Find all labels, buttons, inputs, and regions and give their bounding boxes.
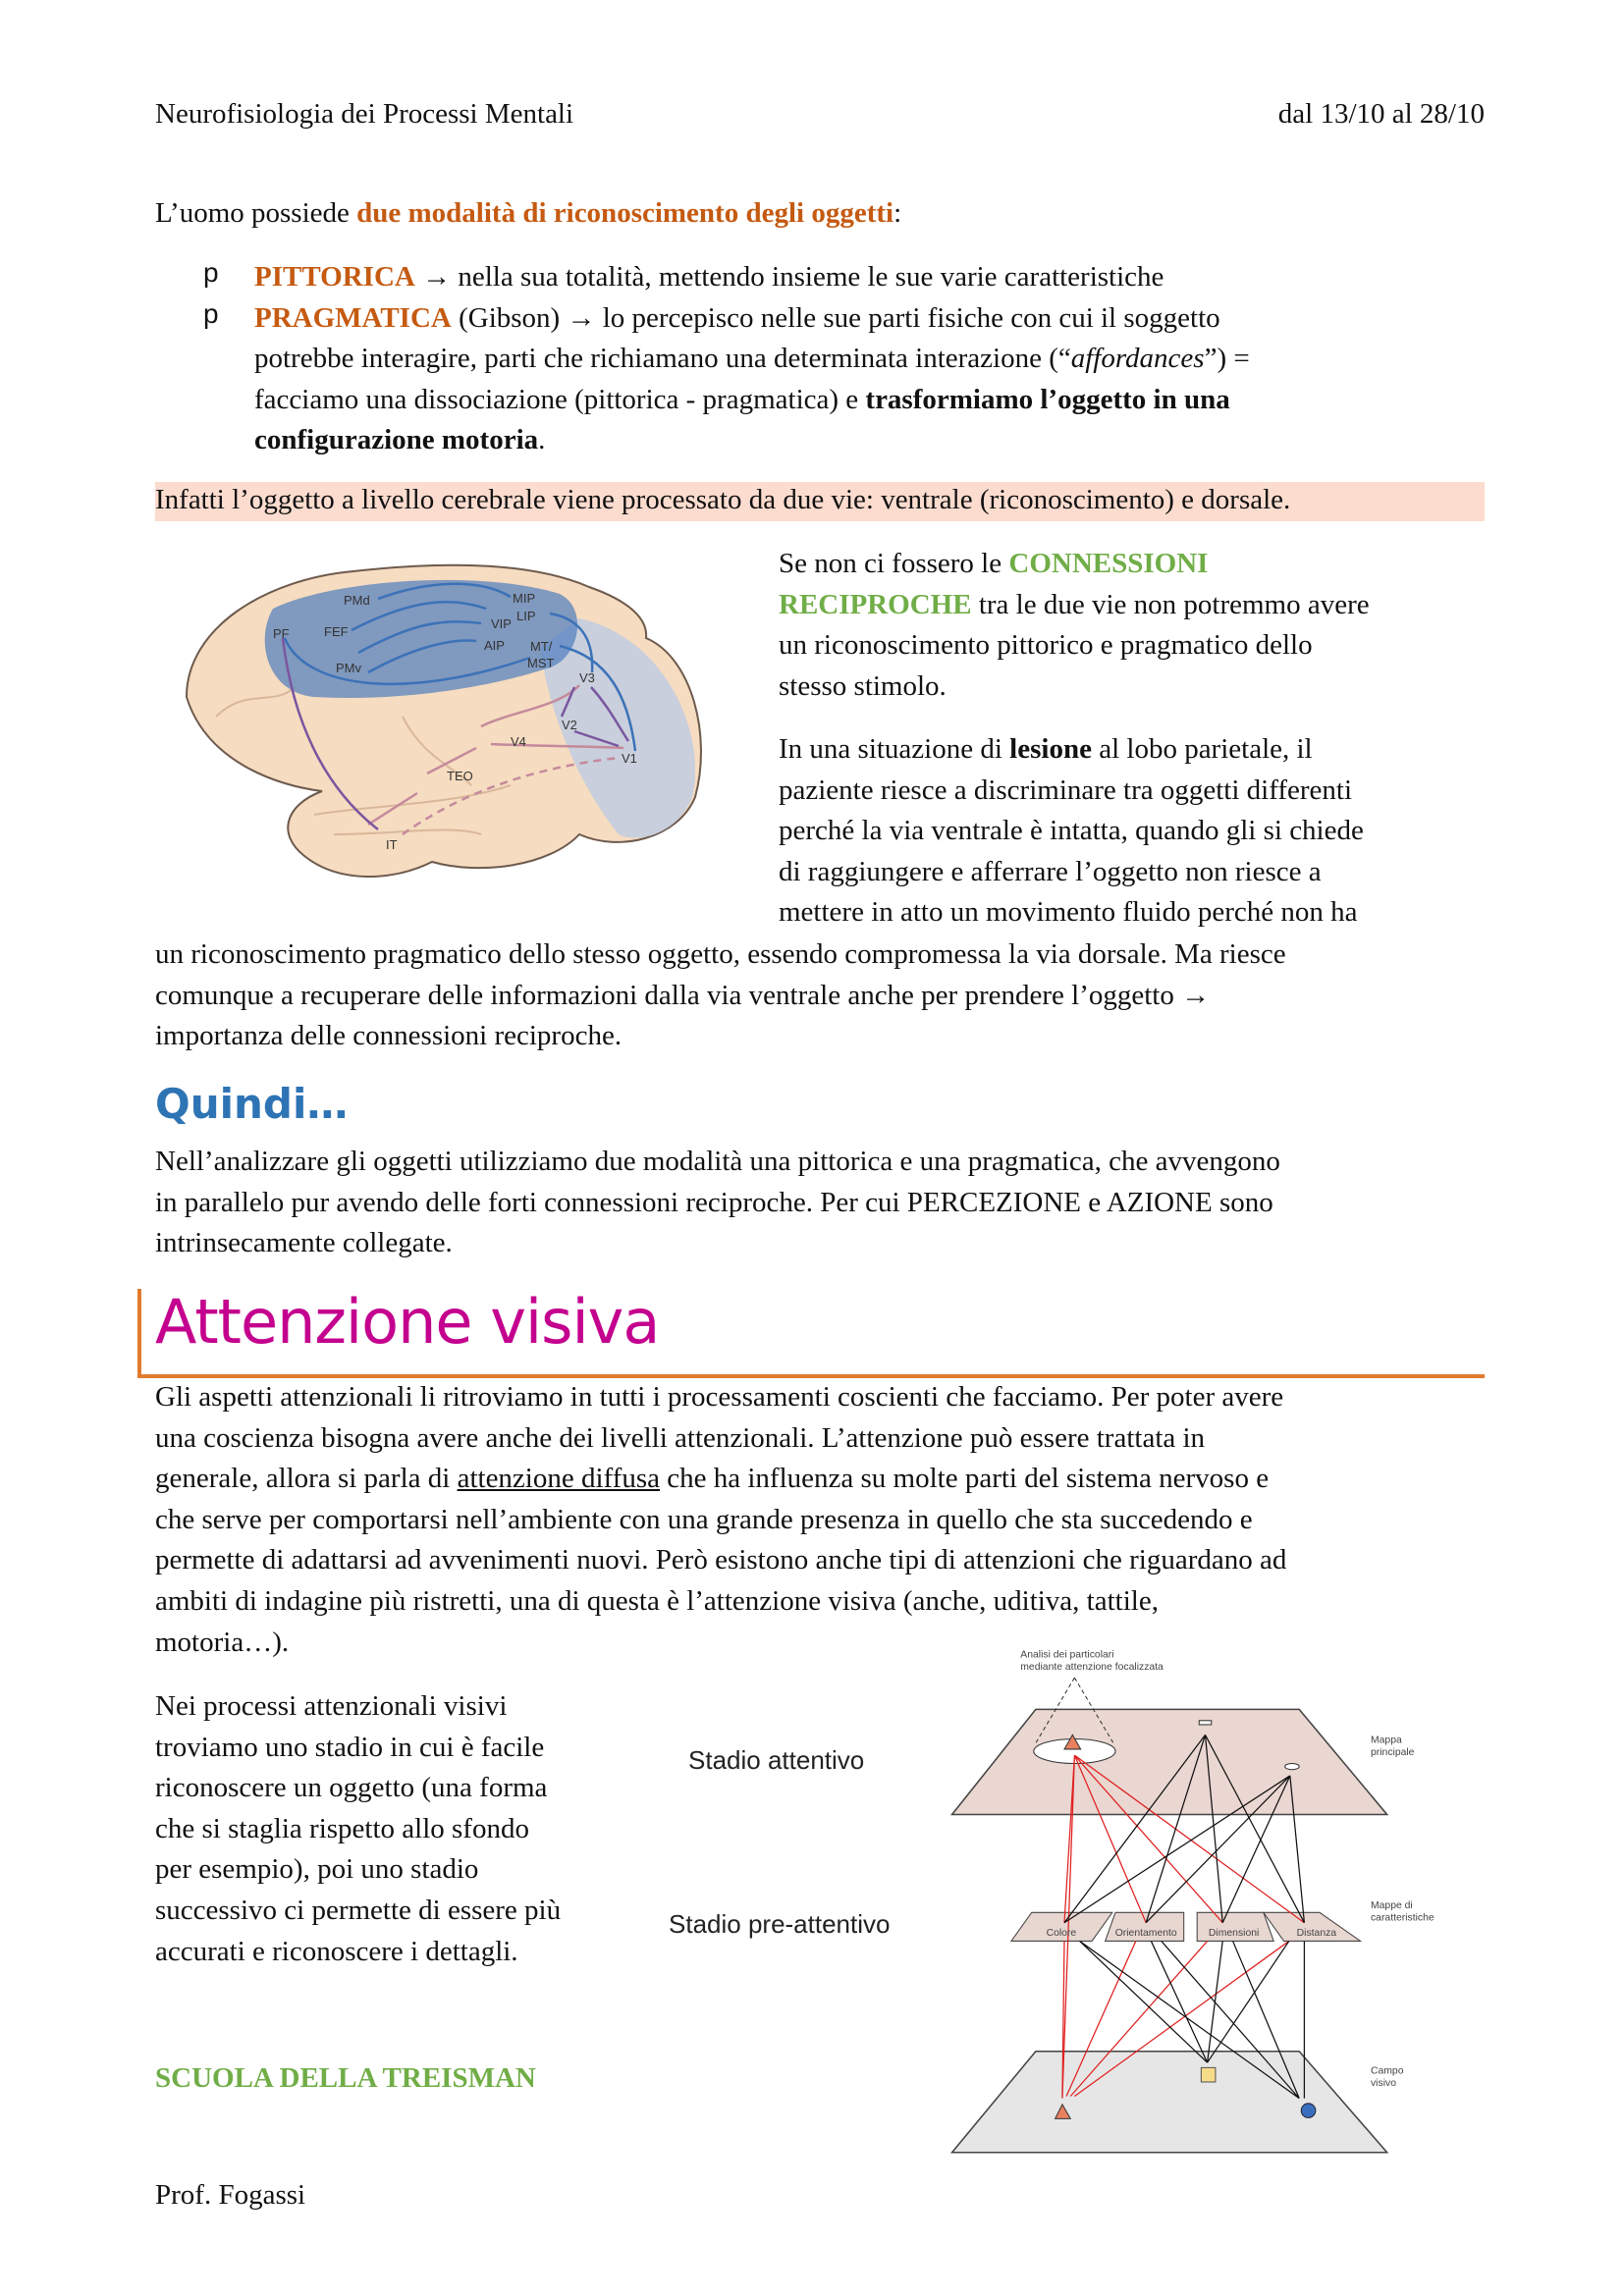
text-segment: (Gibson) → lo percepisco nelle sue parti fisiche con cui il soggetto <box>451 301 1220 334</box>
bullet-list <box>254 257 1250 461</box>
brain-label: V1 <box>622 751 637 766</box>
text-line <box>155 1016 1286 1057</box>
text-segment: potrebbe interagire, parti che richiamano una determinata interazione (“ <box>254 343 1071 375</box>
header-dates: dal 13/10 al 28/10 <box>1277 98 1485 130</box>
text-segment: Infatti l’oggetto a livello cerebrale viene processato da due vie: ventrale (riconoscimento) e dorsale. <box>155 484 1291 515</box>
text-line <box>155 1849 561 1891</box>
text-line <box>155 1223 1280 1264</box>
text-segment: paziente riesce a discriminare tra oggetti differenti <box>779 774 1353 806</box>
text-segment: SCUOLA DELLA TREISMAN <box>155 2062 536 2094</box>
text-line <box>779 625 1370 667</box>
text-segment: CONNESSIONI <box>1008 548 1209 579</box>
text-line <box>254 339 1250 380</box>
text-segment: ambiti di indagine più ristretti, una di questa è l’attenzione visiva (anche, uditiva, tattile, <box>155 1584 1159 1617</box>
text-segment: Gli aspetti attenzionali li ritroviamo in tutti i processamenti coscienti che facciamo. Per poter avere <box>155 1381 1284 1413</box>
text-segment: di raggiungere e afferrare l’oggetto non riesce a <box>779 855 1322 887</box>
text-segment: un riconoscimento pragmatico dello stesso oggetto, essendo compromessa la via dorsale. Ma riesce <box>155 938 1286 970</box>
text-segment: stesso stimolo. <box>779 669 947 702</box>
brain-label: V2 <box>562 718 577 732</box>
map-label: caratteristiche <box>1371 1912 1435 1924</box>
header-title: Neurofisiologia dei Processi Mentali <box>155 98 574 130</box>
map-label: principale <box>1371 1747 1415 1759</box>
text-line <box>155 1891 561 1932</box>
text-line <box>779 811 1364 852</box>
text-segment: un riconoscimento pittorico e pragmatico dello <box>779 629 1313 662</box>
intro-paragraph <box>155 193 901 235</box>
brain-label: PF <box>273 626 290 641</box>
text-line <box>155 1728 561 1769</box>
circle-object <box>1301 2104 1316 2118</box>
text-segment: → nella sua totalità, mettendo insieme le sue varie caratteristiche <box>414 261 1164 293</box>
highlight-paragraph <box>155 480 1290 521</box>
connections-paragraph <box>779 544 1370 707</box>
text-line <box>155 2058 536 2100</box>
text-line <box>155 976 1286 1017</box>
text-segment: per esempio), poi uno stadio <box>155 1853 479 1886</box>
map-label: visivo <box>1371 2078 1396 2090</box>
text-line <box>779 667 1370 708</box>
brain-label: MST <box>527 656 555 670</box>
map-label: Campo <box>1371 2065 1404 2077</box>
text-line <box>155 1459 1286 1500</box>
brain-pathways-figure <box>157 540 746 913</box>
stage-attentive-label: Stadio attentivo <box>688 1745 865 1775</box>
text-segment: In una situazione di <box>779 733 1010 765</box>
text-segment: facciamo una dissociazione (pittorica - pragmatica) e <box>254 383 866 415</box>
text-line <box>779 544 1370 585</box>
brain-label: MT/ <box>530 639 553 654</box>
text-line <box>155 1183 1280 1224</box>
text-line <box>254 257 1250 298</box>
feature-label: Colore <box>1046 1928 1077 1940</box>
bullet-icon: p <box>203 298 219 329</box>
text-line <box>155 1809 561 1850</box>
heading-accent-bar <box>137 1289 141 1377</box>
main-map-plane <box>952 1709 1387 1814</box>
brain-label: TEO <box>447 769 473 783</box>
treisman-school-label <box>155 2058 536 2100</box>
text-line <box>254 420 1250 461</box>
brain-label: VIP <box>491 616 512 631</box>
attenzione-paragraph <box>155 1377 1286 1663</box>
text-line <box>254 298 1250 340</box>
text-segment: generale, allora si parla di <box>155 1463 458 1495</box>
visual-field-plane <box>952 2052 1387 2153</box>
text-line <box>779 729 1364 771</box>
text-line <box>155 1768 561 1809</box>
text-segment: PITTORICA <box>254 261 415 293</box>
text-line <box>155 480 1290 521</box>
text-segment: intrinsecamente collegate. <box>155 1227 453 1259</box>
map-label: Mappa <box>1371 1735 1402 1746</box>
text-segment: Nell’analizzare gli oggetti utilizziamo due modalità una pittorica e una pragmatica, che avvengono <box>155 1146 1280 1177</box>
brain-label: FEF <box>324 624 349 639</box>
text-segment: L’uomo possiede <box>155 197 357 229</box>
square-object <box>1201 2067 1216 2082</box>
text-segment: accurati e riconoscere i dettagli. <box>155 1935 518 1967</box>
text-line <box>155 1932 561 1973</box>
focus-note: mediante attenzione focalizzata <box>1020 1661 1164 1673</box>
text-line <box>254 380 1250 421</box>
text-segment: mettere in atto un movimento fluido perché non ha <box>779 896 1358 929</box>
text-segment: Se non ci fossero le <box>779 548 1009 579</box>
text-segment: una coscienza bisogna avere anche dei livelli attenzionali. L’attenzione può essere trattata in <box>155 1421 1206 1454</box>
text-segment: al lobo parietale, il <box>1091 733 1313 765</box>
text-segment: riconoscere un oggetto (una forma <box>155 1772 548 1804</box>
quindi-paragraph <box>155 1142 1280 1264</box>
text-line <box>155 193 901 235</box>
feature-label: Dimensioni <box>1208 1928 1260 1940</box>
brain-label: V4 <box>511 734 526 749</box>
lesion-paragraph <box>779 729 1364 934</box>
text-segment: troviamo uno stadio in cui è facile <box>155 1731 545 1763</box>
feature-label: Distanza <box>1296 1928 1337 1940</box>
focus-note: Analisi dei particolari <box>1020 1649 1114 1661</box>
lesion-paragraph-continued <box>155 934 1286 1057</box>
text-segment: lesione <box>1009 733 1092 765</box>
text-line <box>155 1686 561 1728</box>
text-line <box>155 1418 1286 1460</box>
bullet-icon: p <box>203 257 219 288</box>
text-segment: motoria…). <box>155 1626 290 1658</box>
quindi-heading: Quindi… <box>155 1080 349 1128</box>
text-segment: : <box>893 197 902 229</box>
text-segment: che ha influenza su molte parti del sistema nervoso e <box>660 1463 1270 1495</box>
text-segment: Nei processi attenzionali visivi <box>155 1690 508 1722</box>
text-segment: trasformiamo l’oggetto in una <box>865 383 1230 415</box>
text-line <box>779 852 1364 893</box>
brain-label: PMv <box>336 661 361 675</box>
brain-label: PMd <box>344 593 370 608</box>
text-line <box>155 1500 1286 1541</box>
text-line <box>155 1377 1286 1418</box>
text-segment: successivo ci permette di essere più <box>155 1894 562 1926</box>
text-line <box>779 892 1364 934</box>
text-line <box>155 1540 1286 1581</box>
footer-author: Prof. Fogassi <box>155 2179 306 2211</box>
stages-paragraph <box>155 1686 561 1972</box>
feature-integration-figure <box>943 1649 1492 2160</box>
brain-label: AIP <box>484 638 505 653</box>
text-segment: affordances <box>1070 343 1205 375</box>
brain-label: MIP <box>513 591 536 606</box>
text-segment: importanza delle connessioni reciproche. <box>155 1020 623 1052</box>
text-line <box>779 585 1370 626</box>
text-segment: comunque a recuperare delle informazioni dalla via ventrale anche per prendere l’oggetto → <box>155 979 1211 1011</box>
text-segment: configurazione motoria <box>254 424 539 456</box>
text-line <box>155 1142 1280 1183</box>
text-segment: che si staglia rispetto allo sfondo <box>155 1812 529 1844</box>
text-segment: in parallelo pur avendo delle forti connessioni reciproche. Per cui PERCEZIONE e AZIONE sono <box>155 1186 1273 1218</box>
text-segment: . <box>538 424 546 456</box>
brain-label: V3 <box>579 670 595 685</box>
attenzione-visiva-heading: Attenzione visiva <box>155 1286 660 1358</box>
feature-label: Orientamento <box>1114 1928 1177 1940</box>
text-segment: PRAGMATICA <box>254 301 452 334</box>
text-segment: ”) = <box>1204 343 1250 375</box>
text-segment: RECIPROCHE <box>779 588 972 620</box>
brain-label: LIP <box>516 609 536 623</box>
text-segment: attenzione diffusa <box>457 1463 660 1495</box>
text-segment: perché la via ventrale è intatta, quando gli si chiede <box>779 815 1364 847</box>
stage-preattentive-label: Stadio pre-attentivo <box>669 1909 891 1939</box>
text-line <box>155 934 1286 976</box>
text-line <box>155 1581 1286 1623</box>
text-segment: che serve per comportarsi nell’ambiente con una grande presenza in quello che sta succedendo e <box>155 1503 1253 1535</box>
map-label: Mappe di <box>1371 1900 1413 1912</box>
brain-label: IT <box>386 837 398 852</box>
text-segment: due modalità di riconoscimento degli oggetti <box>356 197 894 229</box>
text-line <box>779 771 1364 812</box>
text-segment: tra le due vie non potremmo avere <box>971 588 1370 620</box>
text-segment: permette di adattarsi ad avvenimenti nuovi. Però esistono anche tipi di attenzioni che riguardano ad <box>155 1544 1287 1576</box>
